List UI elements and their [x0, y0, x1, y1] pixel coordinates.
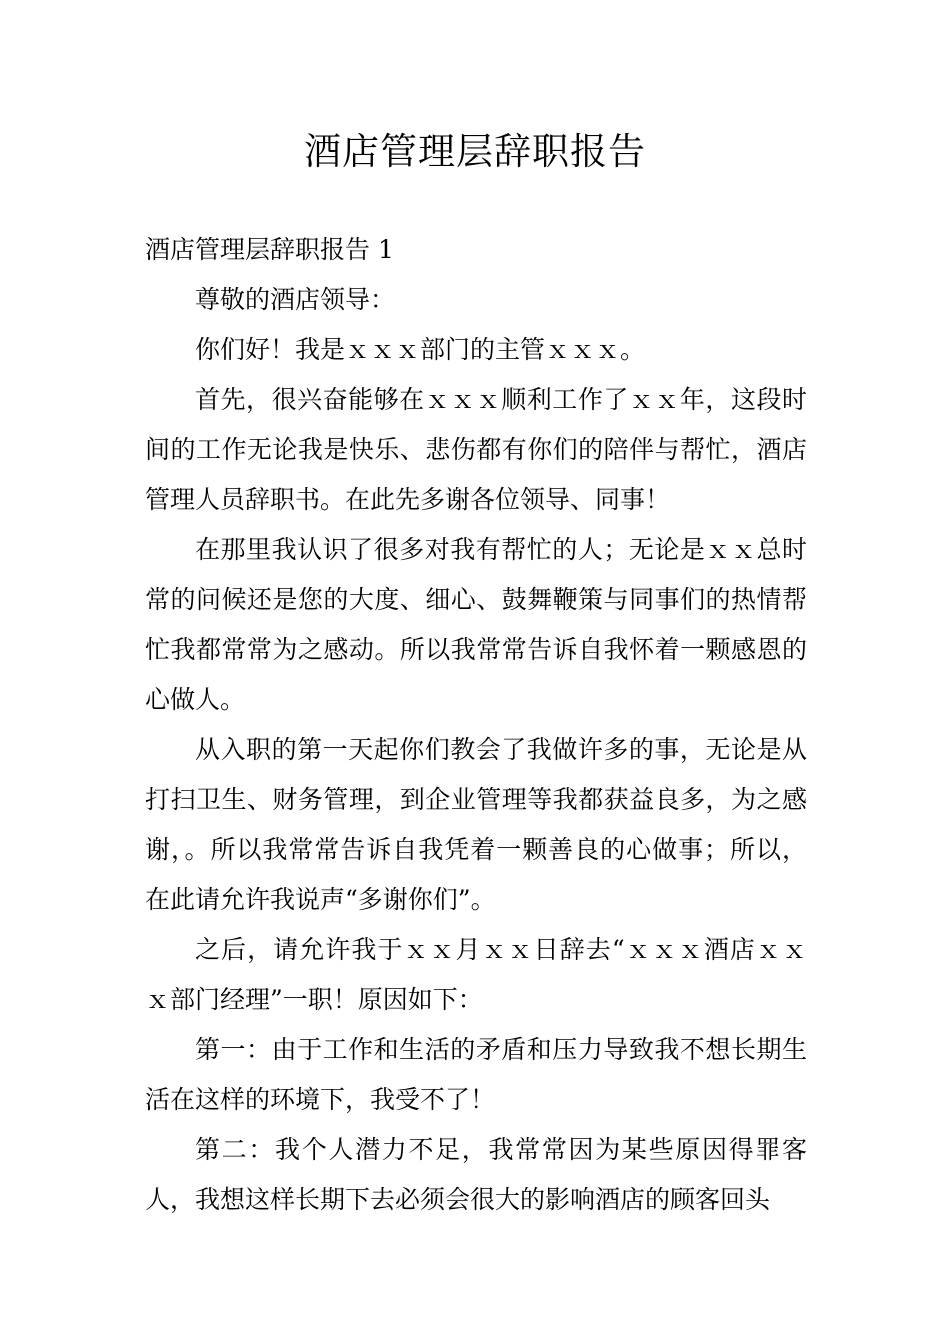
greeting-paragraph: 你们好！我是ｘｘｘ部门的主管ｘｘｘ。 [195, 335, 646, 364]
body-paragraph: 从入职的第一天起你们教会了我做许多的事，无论是从打扫卫生、财务管理，到企业管理等我都获益良多，为之感谢，。所以我常常告诉自我凭着一颗善良的心做事；所以，在此请允许我说声“多谢你们”。 [145, 735, 807, 914]
document-title: 酒店管理层辞职报告 [304, 130, 646, 173]
reason-paragraph: 第一：由于工作和生活的矛盾和压力导致我不想长期生活在这样的环境下，我受不了！ [145, 1035, 807, 1114]
body-paragraph: 之后，请允许我于ｘｘ月ｘｘ日辞去“ｘｘｘ酒店ｘｘｘ部门经理”一职！原因如下： [145, 935, 807, 1014]
body-paragraph: 在那里我认识了很多对我有帮忙的人；无论是ｘｘ总时常的问候还是您的大度、细心、鼓舞鞭策与同事们的热情帮忙我都常常为之感动。所以我常常告诉自我怀着一颗感恩的心做人。 [145, 535, 807, 714]
body-paragraph: 首先，很兴奋能够在ｘｘｘ顺利工作了ｘｘ年，这段时间的工作无论我是快乐、悲伤都有你们的陪伴与帮忙，酒店管理人员辞职书。在此先多谢各位领导、同事！ [145, 385, 807, 514]
document-subtitle: 酒店管理层辞职报告 1 [145, 235, 394, 264]
salutation: 尊敬的酒店领导： [195, 285, 396, 314]
document-body [145, 225, 807, 1225]
reason-paragraph: 第二：我个人潜力不足，我常常因为某些原因得罪客人，我想这样长期下去必须会很大的影响酒店的顾客回头 [145, 1135, 807, 1214]
